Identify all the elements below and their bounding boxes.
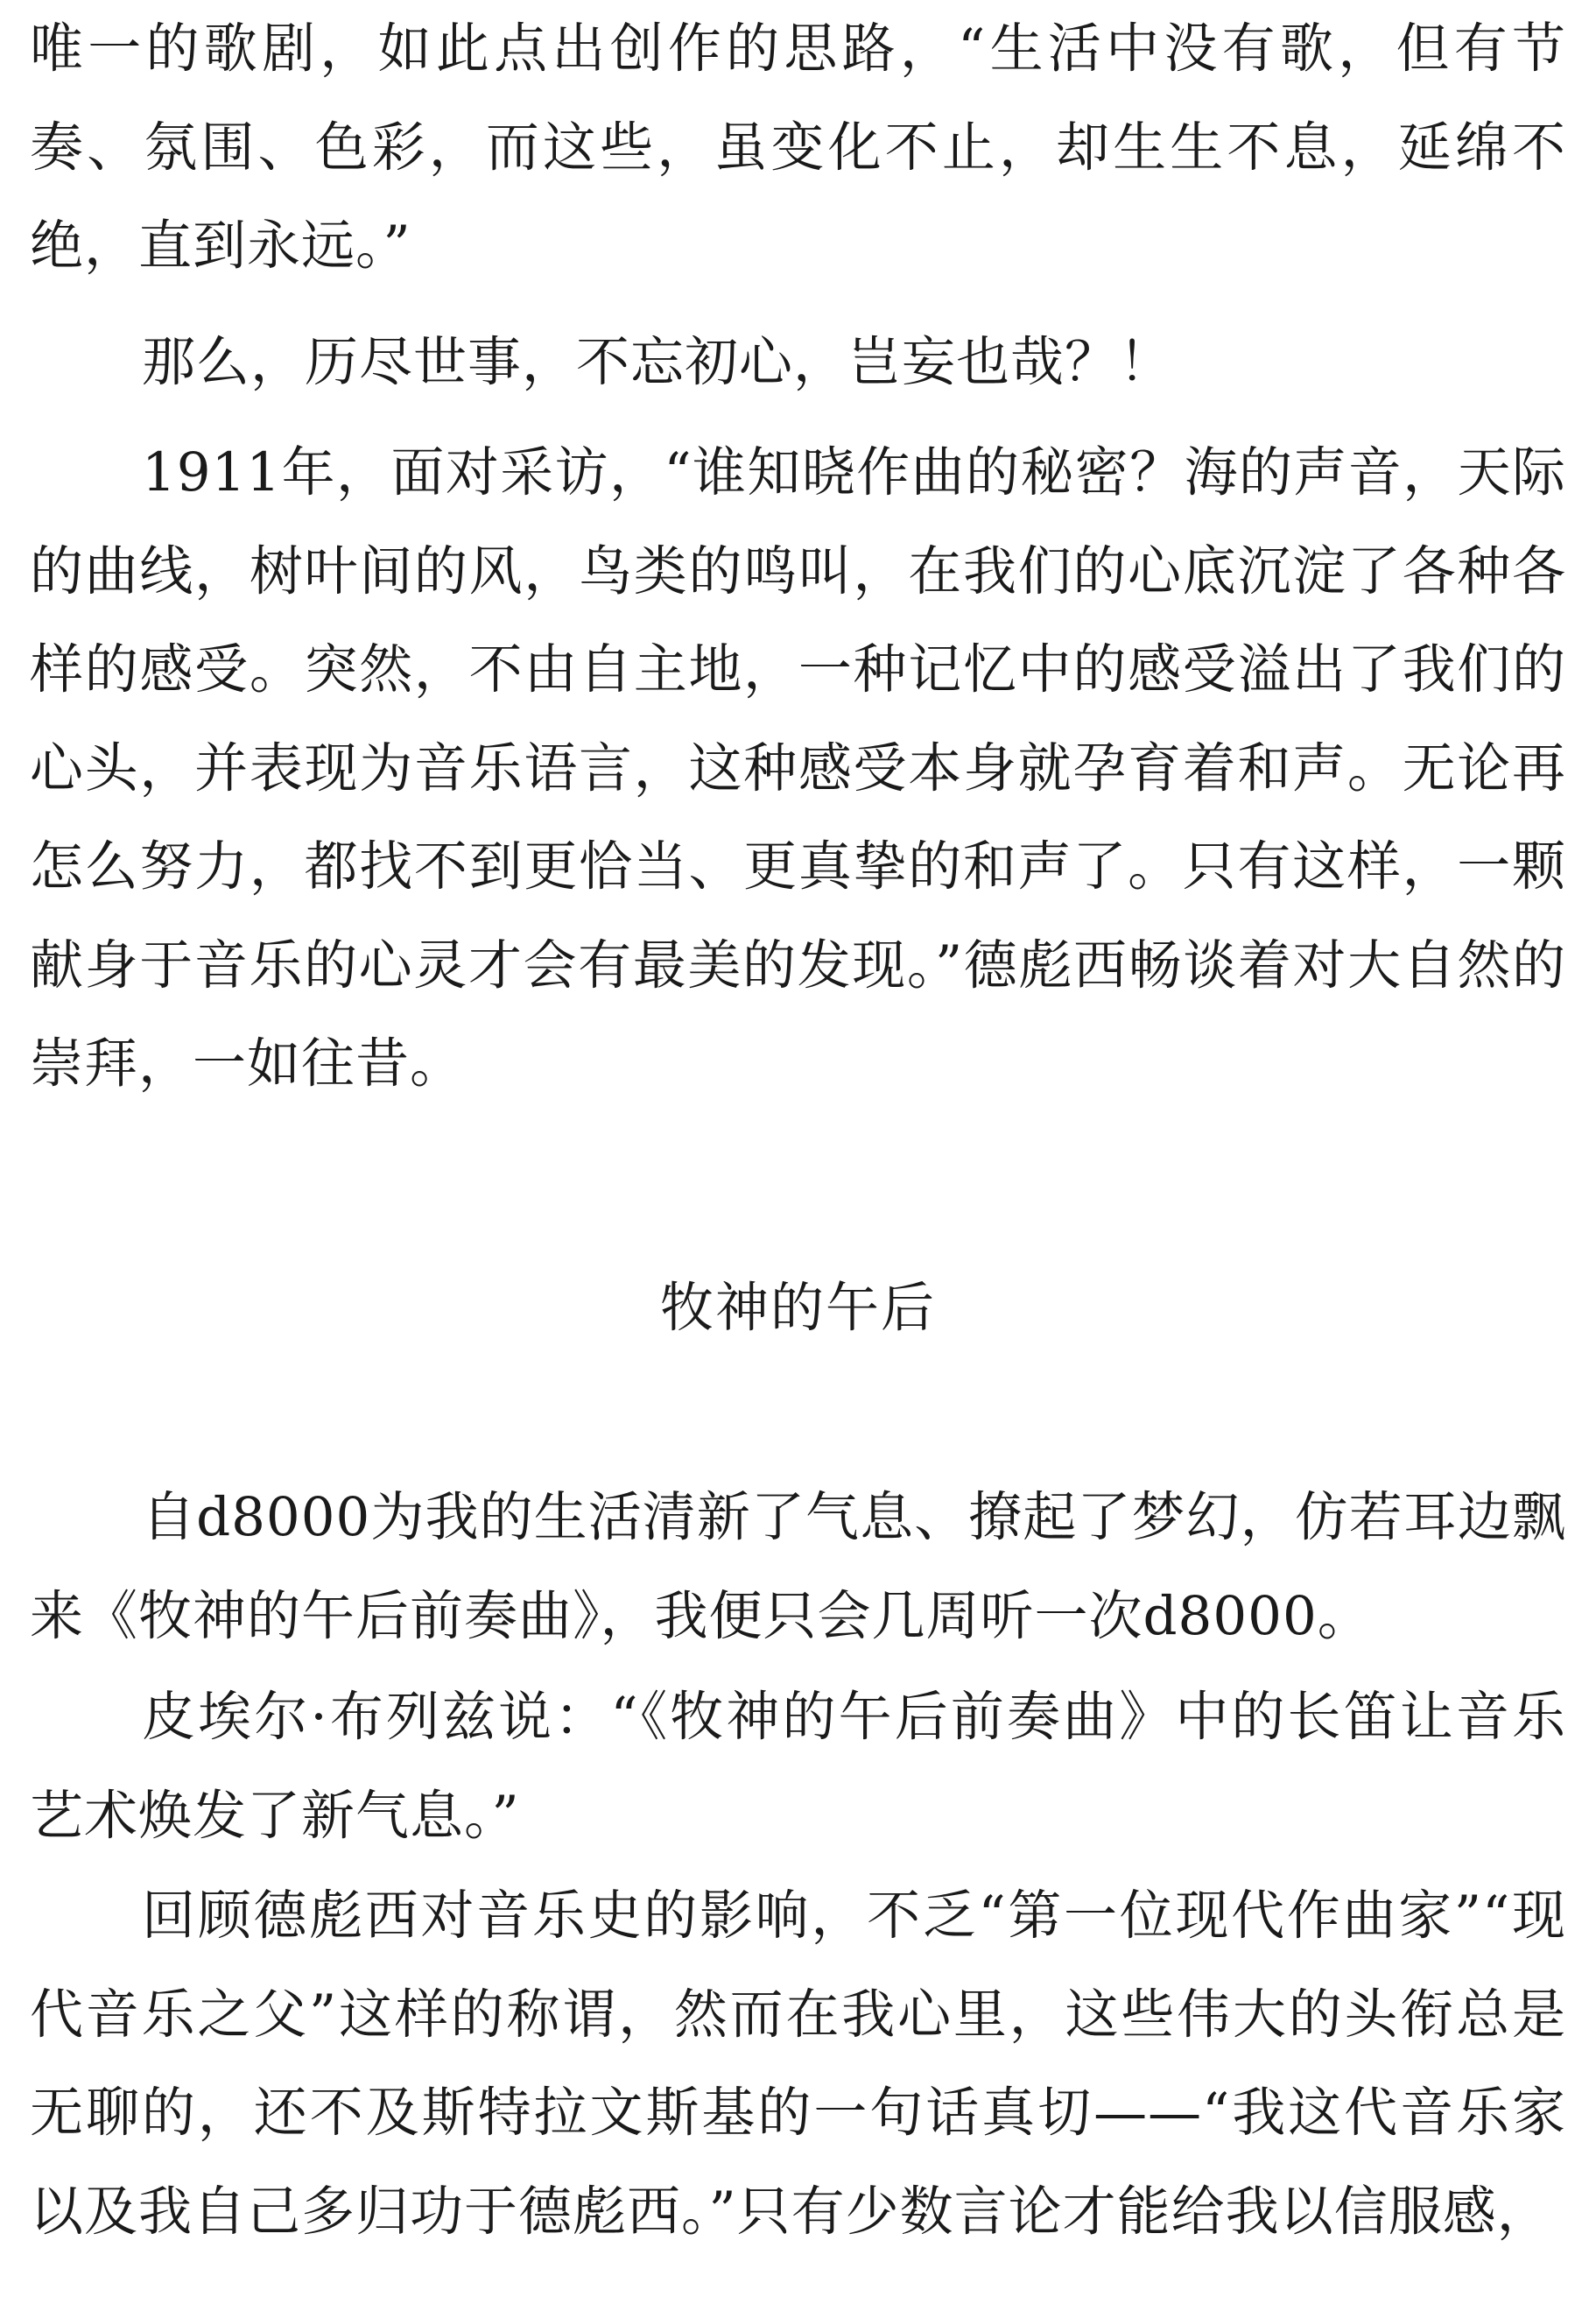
- paragraph: 1911年，面对采访，“谁知晓作曲的秘密？海的声音，天际的曲线，树叶间的风，鸟类的鸣叫，在我们的心底沉淀了各种各样的感受。突然，不由自主地，一种记忆中的感受溢出了我们的心头，并表现为音乐语言，这种感受本身就孕育着和声。无论再怎么努力，都找不到更恰当、更真挚的和声了。只有这样，一颗献身于音乐的心灵才会有最美的发现。”德彪西畅谈着对大自然的崇拜，一如往昔。: [30, 441, 1566, 1095]
- paragraph: 皮埃尔·布列兹说：“《牧神的午后前奏曲》中的长笛让音乐艺术焕发了新气息。”: [30, 1686, 1566, 1847]
- paragraph: 回顾德彪西对音乐史的影响，不乏“第一位现代作曲家”“现代音乐之父”这样的称谓，然而在我心里，这些伟大的头衔总是无聊的，还不及斯特拉文斯基的一句话真切——“我这代音乐家以及我自己多归功于德彪西。”只有少数言论才能给我以信服感，: [30, 1885, 1566, 2243]
- paragraph: 唯一的歌剧，如此点出创作的思路，“生活中没有歌，但有节奏、氛围、色彩，而这些，虽变化不止，却生生不息，延绵不绝，直到永远。”: [30, 18, 1566, 277]
- section-heading: 牧神的午后: [659, 1277, 936, 1339]
- paragraph: 那么，历尽世事，不忘初心，岂妄也哉？！: [142, 331, 1174, 393]
- paragraph: 自d8000为我的生活清新了气息、撩起了梦幻，仿若耳边飘来《牧神的午后前奏曲》，我便只会几周听一次d8000。: [30, 1486, 1566, 1647]
